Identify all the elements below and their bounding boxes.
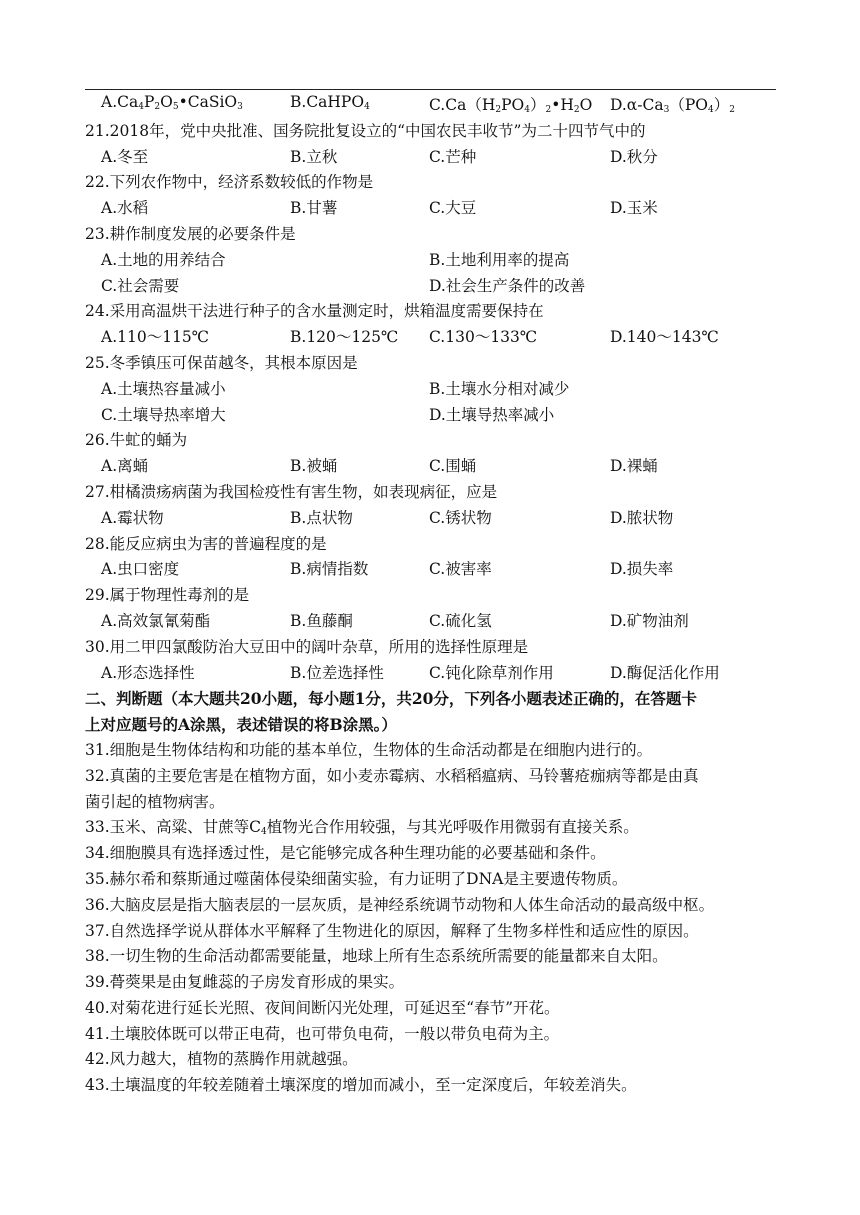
option-a: A.水稻 — [101, 199, 149, 218]
option-a: A.110～115℃ — [101, 328, 210, 347]
option-b: B.被蛹 — [290, 457, 338, 476]
option-a: A.虫口密度 — [101, 560, 180, 579]
option-d: D.秋分 — [610, 147, 658, 166]
option-d: D.矿物油剂 — [610, 611, 689, 630]
option-row — [85, 145, 785, 171]
option-row — [85, 325, 785, 351]
option-a: A.土壤热容量减小 — [101, 379, 226, 398]
judge-item-32-cont: 菌引起的植物病害。 — [85, 792, 225, 811]
judge-item-42: 42.风力越大，植物的蒸腾作用就越强。 — [85, 1050, 358, 1069]
option-row — [85, 377, 785, 403]
option-a: A.冬至 — [101, 147, 149, 166]
option-a: A.离蛹 — [101, 457, 149, 476]
option-row — [85, 661, 785, 687]
option-d: D.脓状物 — [610, 508, 674, 527]
option-a: A.高效氯氰菊酯 — [101, 611, 211, 630]
q20-option-b: B.CaHPO$_4$ — [290, 93, 370, 112]
option-b: B.病情指数 — [290, 560, 369, 579]
judge-item-36: 36.大脑皮层是指大脑表层的一层灰质，是神经系统调节动物和人体生命活动的最高级中枢。 — [85, 895, 715, 914]
option-d: D.140～143℃ — [610, 328, 719, 347]
judge-item-35: 35.赫尔希和蔡斯通过噬菌体侵染细菌实验，有力证明了DNA是主要遗传物质。 — [85, 869, 628, 888]
section-heading-cont: 上对应题号的A涂黑，表述错误的将B涂黑。） — [85, 715, 397, 735]
judge-item-32: 32.真菌的主要危害是在植物方面，如小麦赤霉病、水稻稻瘟病、马铃薯疮痂病等都是由真 — [85, 766, 699, 785]
option-row — [85, 248, 785, 274]
option-row — [85, 609, 785, 635]
option-b: B.点状物 — [290, 508, 353, 527]
option-b: B.鱼藤酮 — [290, 611, 353, 630]
question-stem: 29.属于物理性毒剂的是 — [85, 586, 250, 605]
option-d: D.社会生产条件的改善 — [429, 276, 586, 295]
question-stem: 21.2018年，党中央批准、国务院批复设立的“中国农民丰收节”为二十四节气中的 — [85, 121, 646, 140]
option-row — [85, 506, 785, 532]
judge-item-31: 31.细胞是生物体结构和功能的基本单位，生物体的生命活动都是在细胞内进行的。 — [85, 740, 653, 759]
option-c: C.130～133℃ — [429, 328, 538, 347]
option-c: C.土壤导热率增大 — [101, 405, 226, 424]
option-c: C.大豆 — [429, 199, 477, 218]
option-c: C.硫化氢 — [429, 611, 492, 630]
judge-item-34: 34.细胞膜具有选择透过性，是它能够完成各种生理功能的必要基础和条件。 — [85, 844, 606, 863]
top-rule — [85, 89, 776, 90]
judge-item-33: 33.玉米、高粱、甘蔗等$C_4$植物光合作用较强，与其光呼吸作用微弱有直接关系。 — [85, 818, 639, 838]
option-c: C.芒种 — [429, 147, 477, 166]
option-row — [85, 274, 785, 300]
question-stem: 22.下列农作物中，经济系数较低的作物是 — [85, 173, 374, 192]
option-b: B.甘薯 — [290, 199, 338, 218]
option-b: B.立秋 — [290, 147, 338, 166]
question-stem: 30.用二甲四氯酸防治大豆田中的阔叶杂草，所用的选择性原理是 — [85, 637, 529, 656]
question-stem: 23.耕作制度发展的必要条件是 — [85, 224, 296, 243]
option-row — [85, 557, 785, 583]
q20-option-c: $C.Ca(H_2PO_4)_2•H_2O$ — [429, 96, 593, 115]
option-a: A.土地的用养结合 — [101, 250, 226, 269]
q20-options — [85, 93, 785, 119]
option-b: B.土地利用率的提高 — [429, 250, 570, 269]
option-row — [85, 196, 785, 222]
option-c: C.钝化除草剂作用 — [429, 663, 554, 682]
judge-item-39: 39.蓇葖果是由复雌蕊的子房发育形成的果实。 — [85, 973, 405, 992]
question-stem: 25.冬季镇压可保苗越冬，其根本原因是 — [85, 353, 358, 372]
option-c: C.被害率 — [429, 560, 492, 579]
option-row — [85, 454, 785, 480]
option-a: A.形态选择性 — [101, 663, 195, 682]
option-a: A.霉状物 — [101, 508, 164, 527]
page-content — [85, 93, 785, 1099]
question-stem: 24.采用高温烘干法进行种子的含水量测定时，烘箱温度需要保持在 — [85, 302, 544, 321]
option-d: D.玉米 — [610, 199, 658, 218]
option-c: C.社会需要 — [101, 276, 180, 295]
option-b: B.位差选择性 — [290, 663, 384, 682]
option-c: C.围蛹 — [429, 457, 477, 476]
judge-item-40: 40.对菊花进行延长光照、夜间间断闪光处理，可延迟至“春节”开花。 — [85, 998, 560, 1017]
section-heading: 二、判断题（本大题共20小题，每小题1分，共20分，下列各小题表述正确的，在答题卡 — [85, 689, 697, 709]
question-stem: 26.牛虻的蛹为 — [85, 431, 188, 450]
option-b: B.土壤水分相对减少 — [429, 379, 570, 398]
q20-option-d: $D.\alpha-Ca_3(PO_4)_2$ — [610, 96, 735, 115]
option-c: C.锈状物 — [429, 508, 492, 527]
judge-item-38: 38.一切生物的生命活动都需要能量，地球上所有生态系统所需要的能量都来自太阳。 — [85, 947, 668, 966]
judge-item-43: 43.土壤温度的年较差随着土壤深度的增加而减小，至一定深度后，年较差消失。 — [85, 1076, 637, 1095]
option-row — [85, 403, 785, 429]
option-d: D.土壤导热率减小 — [429, 405, 555, 424]
question-stem: 27.柑橘溃疡病菌为我国检疫性有害生物，如表现病征，应是 — [85, 482, 498, 501]
option-b: B.120～125℃ — [290, 328, 399, 347]
option-d: D.裸蛹 — [610, 457, 658, 476]
q20-option-a: $A.Ca_4P_2O_5•CaSiO_3$ — [101, 93, 243, 112]
judge-item-37: 37.自然选择学说从群体水平解释了生物进化的原因，解释了生物多样性和适应性的原因。 — [85, 921, 699, 940]
option-d: D.酶促活化作用 — [610, 663, 720, 682]
question-stem: 28.能反应病虫为害的普遍程度的是 — [85, 534, 327, 553]
option-d: D.损失率 — [610, 560, 674, 579]
judge-item-41: 41.土壤胶体既可以带正电荷，也可带负电荷，一般以带负电荷为主。 — [85, 1024, 560, 1043]
